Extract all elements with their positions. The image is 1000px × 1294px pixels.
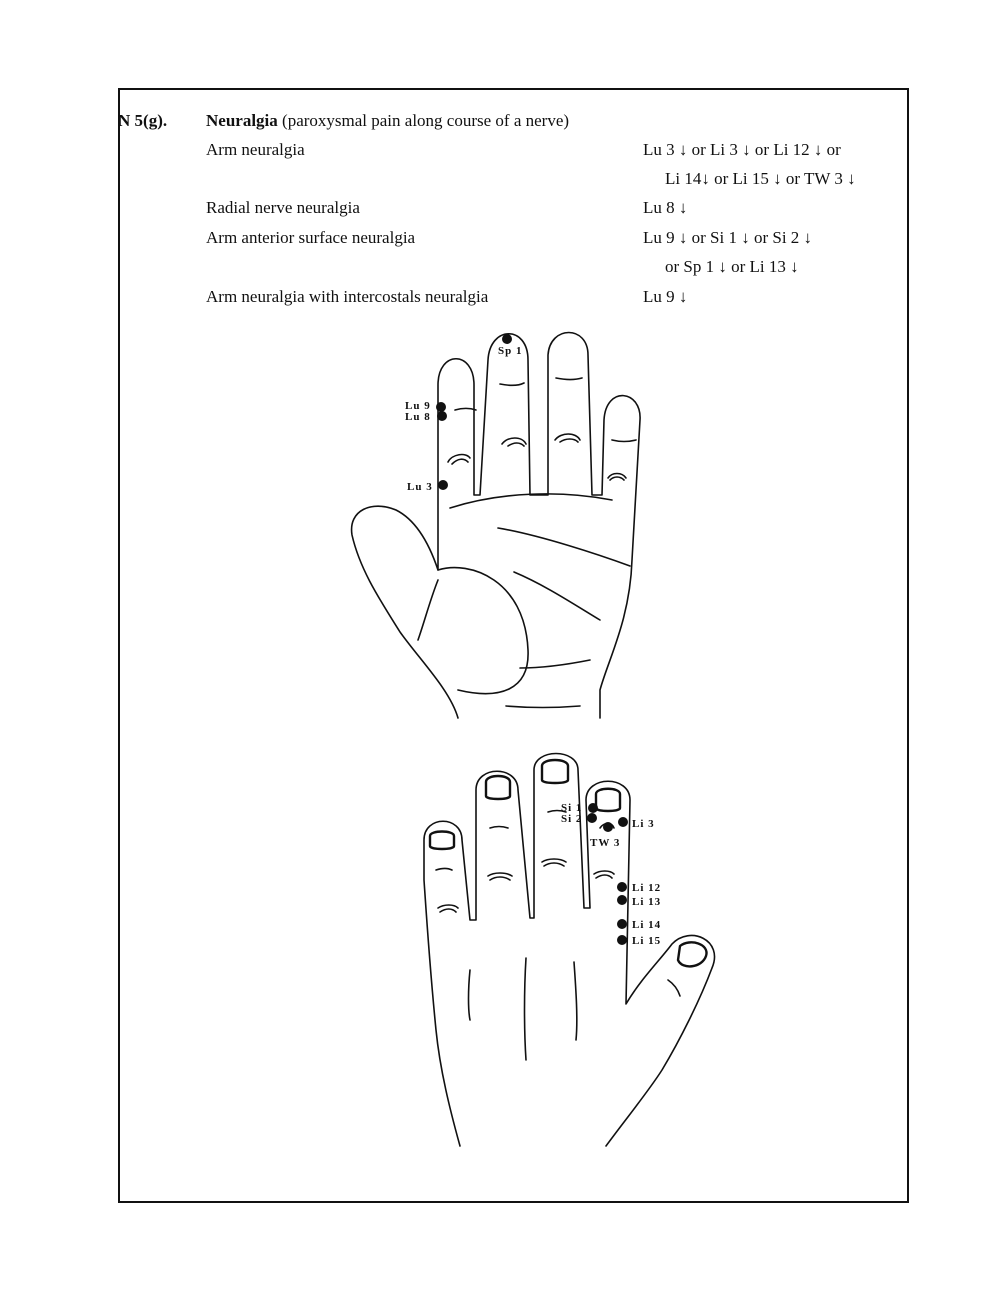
condition-radial-nerve-neuralgia: Radial nerve neuralgia xyxy=(206,198,360,217)
label-lu9: Lu 9 xyxy=(405,400,431,412)
palm-illustration xyxy=(352,333,641,719)
label-li15: Li 15 xyxy=(632,935,662,947)
point-li3 xyxy=(618,817,628,827)
condition-arm-neuralgia-intercostals: Arm neuralgia with intercostals neuralgia xyxy=(206,287,489,306)
section-title: Neuralgia xyxy=(206,111,278,130)
label-tw3: TW 3 xyxy=(590,837,621,849)
label-si1: Si 1 xyxy=(561,802,583,814)
point-lu3 xyxy=(438,480,448,490)
point-tw3 xyxy=(603,822,613,832)
label-li12: Li 12 xyxy=(632,882,662,894)
point-li14 xyxy=(617,919,627,929)
point-li12 xyxy=(617,882,627,892)
condition-arm-neuralgia: Arm neuralgia xyxy=(206,140,305,159)
label-li14: Li 14 xyxy=(632,919,662,931)
points-radial-nerve-neuralgia: Lu 8 ↓ xyxy=(643,198,688,217)
points-arm-neuralgia-intercostals: Lu 9 ↓ xyxy=(643,287,688,306)
section-title-note: (paroxysmal pain along course of a nerve) xyxy=(282,111,570,130)
points-arm-neuralgia-line1: Lu 3 ↓ or Li 3 ↓ or Li 12 ↓ or xyxy=(643,140,841,159)
point-li13 xyxy=(617,895,627,905)
point-si1 xyxy=(588,803,598,813)
point-sp1 xyxy=(502,334,512,344)
label-sp1: Sp 1 xyxy=(498,345,523,357)
point-lu9 xyxy=(436,402,446,412)
points-arm-neuralgia-line2: Li 14↓ or Li 15 ↓ or TW 3 ↓ xyxy=(665,169,856,188)
points-arm-anterior-line2: or Sp 1 ↓ or Li 13 ↓ xyxy=(665,257,799,276)
condition-arm-anterior-surface-neuralgia: Arm anterior surface neuralgia xyxy=(206,228,416,247)
label-lu8: Lu 8 xyxy=(405,411,431,423)
point-li15 xyxy=(617,935,627,945)
label-si2: Si 2 xyxy=(561,813,583,825)
label-li13: Li 13 xyxy=(632,896,662,908)
point-lu8 xyxy=(437,411,447,421)
point-si2 xyxy=(587,813,597,823)
label-li3: Li 3 xyxy=(632,818,655,830)
back-of-hand-illustration xyxy=(424,754,715,1147)
section-id: N 5(g). xyxy=(118,111,168,130)
label-lu3: Lu 3 xyxy=(407,481,433,493)
points-arm-anterior-line1: Lu 9 ↓ or Si 1 ↓ or Si 2 ↓ xyxy=(643,228,813,247)
